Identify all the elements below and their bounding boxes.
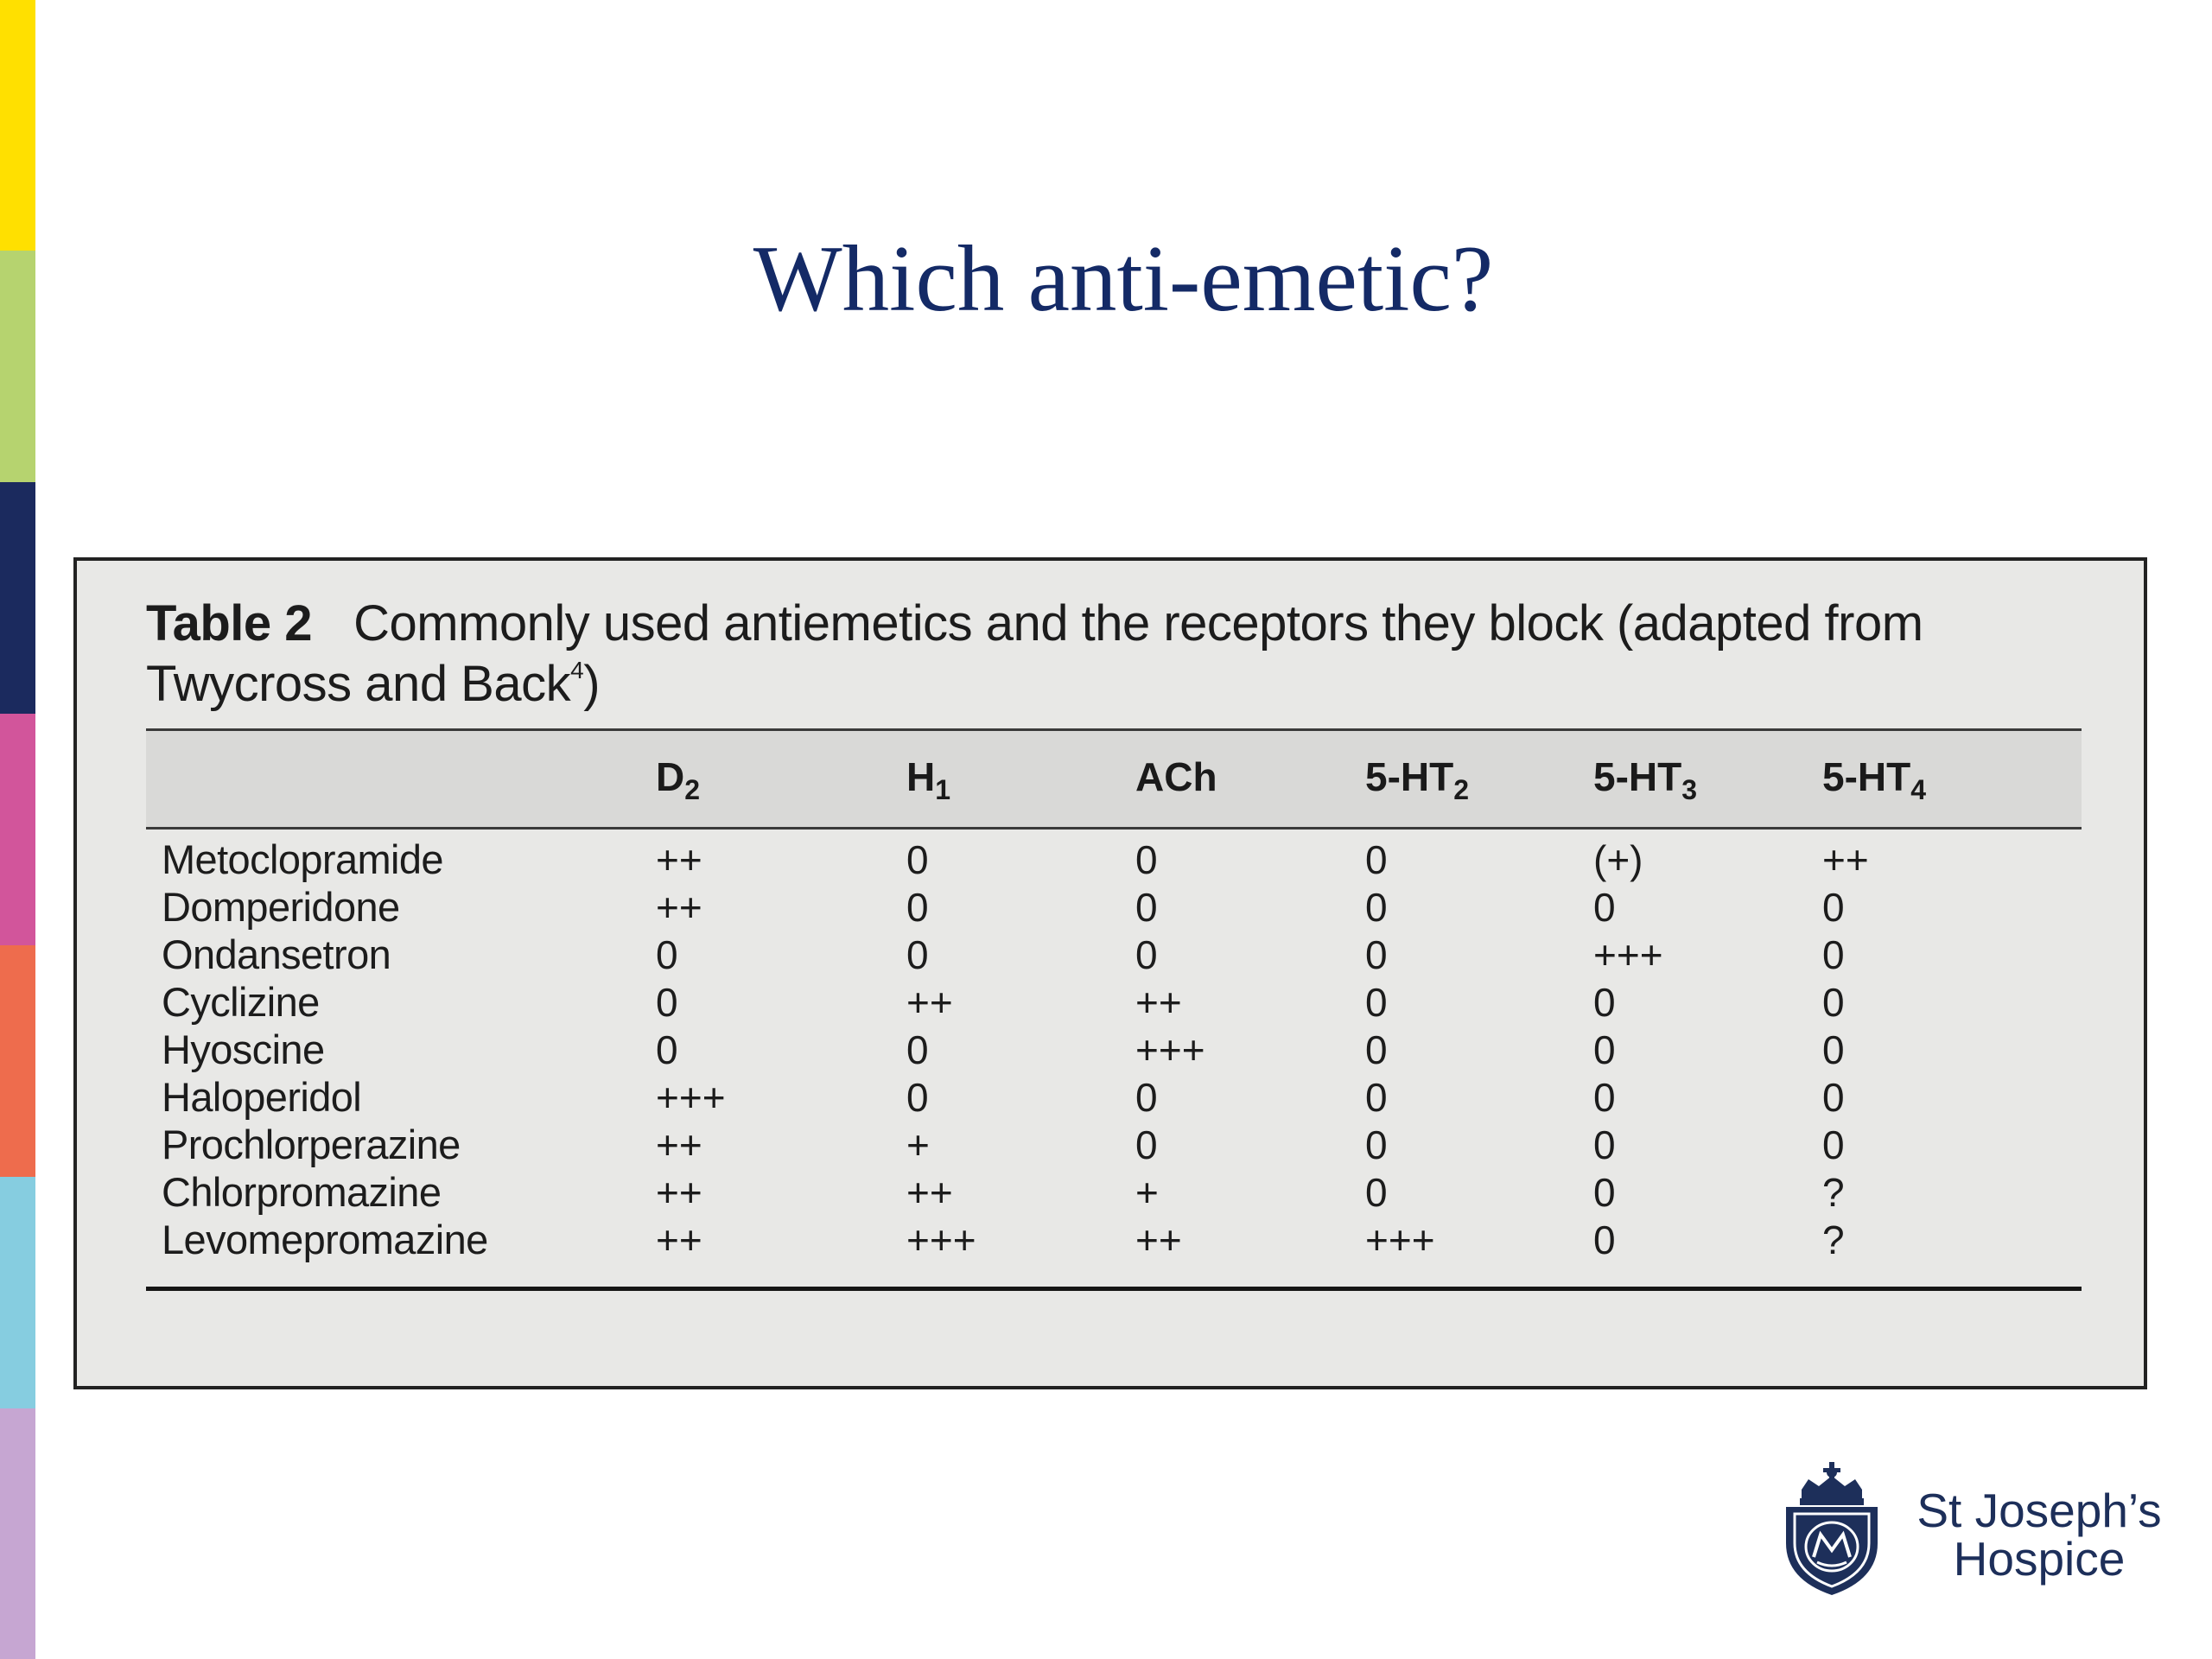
column-header-base: ACh	[1135, 754, 1217, 799]
receptor-value-cell: 0	[1822, 1075, 1845, 1120]
receptor-value-cell: ++	[656, 1122, 702, 1167]
drug-name: Cyclizine	[162, 979, 320, 1025]
drug-name: Haloperidol	[162, 1074, 362, 1120]
color-strip-segment	[0, 1177, 35, 1408]
drug-name: Domperidone	[162, 884, 400, 930]
drug-name: Prochlorperazine	[162, 1122, 461, 1167]
receptor-value-cell: ++	[656, 1170, 702, 1215]
drug-name: Metoclopramide	[162, 836, 443, 882]
receptor-value-cell: 0	[1135, 885, 1158, 930]
crest-icon	[1776, 1460, 1888, 1599]
column-header-base: 5-HT	[1822, 754, 1911, 799]
table-rule-top	[146, 728, 2082, 731]
column-header-subscript: 2	[684, 774, 701, 805]
caption-text: Commonly used antiemetics and the receptors they block (adapted from Twycross and Back	[146, 595, 1923, 712]
receptor-value-cell: 0	[1365, 980, 1388, 1025]
receptor-value-cell: +++	[656, 1075, 726, 1120]
receptor-value-cell: ++	[1135, 980, 1182, 1025]
receptor-value-cell: ++	[656, 1217, 702, 1262]
receptor-value-cell: +	[906, 1122, 930, 1167]
receptor-value-cell: 0	[1135, 1075, 1158, 1120]
receptor-value-cell: 0	[1822, 1027, 1845, 1072]
receptor-value-cell: 0	[1365, 1027, 1388, 1072]
drug-name: Ondansetron	[162, 931, 391, 977]
column-header	[1822, 751, 1926, 803]
receptor-value-cell: +++	[1593, 932, 1663, 977]
receptor-value-cell: 0	[906, 1075, 929, 1120]
color-strip-segment	[0, 1408, 35, 1659]
column-header-base: 5-HT	[1365, 754, 1454, 799]
receptor-value-cell: 0	[1593, 1217, 1616, 1262]
caption-label: Table 2	[146, 595, 313, 652]
receptor-value-cell: 0	[1365, 885, 1388, 930]
column-header-base: 5-HT	[1593, 754, 1682, 799]
receptor-value-cell: ++	[906, 1170, 953, 1215]
drug-name: Chlorpromazine	[162, 1169, 442, 1215]
receptor-value-cell: 0	[656, 980, 678, 1025]
receptor-value-cell: +++	[1365, 1217, 1435, 1262]
column-header-subscript: 4	[1910, 774, 1927, 805]
column-header	[656, 751, 700, 803]
receptor-value-cell: 0	[1593, 980, 1616, 1025]
column-header-subscript: 1	[935, 774, 951, 805]
receptor-value-cell: 0	[1365, 932, 1388, 977]
table-figure	[73, 557, 2147, 1389]
receptor-value-cell: 0	[1365, 837, 1388, 882]
logo-wordmark	[1905, 1484, 2173, 1586]
receptor-value-cell: 0	[1593, 1170, 1616, 1215]
receptor-value-cell: 0	[906, 837, 929, 882]
receptor-value-cell: +	[1135, 1170, 1159, 1215]
column-header-base: D	[656, 754, 685, 799]
table-header-band	[146, 731, 2082, 827]
color-strip-segment	[0, 0, 35, 251]
column-header-subscript: 3	[1681, 774, 1698, 805]
receptor-value-cell: 0	[1593, 1027, 1616, 1072]
column-header	[1593, 751, 1697, 803]
receptor-value-cell: ?	[1822, 1170, 1845, 1215]
receptor-value-cell: 0	[1365, 1170, 1388, 1215]
hospice-logo	[1776, 1460, 2173, 1616]
receptor-value-cell: 0	[1593, 1122, 1616, 1167]
receptor-value-cell: 0	[1135, 837, 1158, 882]
receptor-value-cell: 0	[1365, 1122, 1388, 1167]
caption-close: )	[583, 656, 601, 712]
receptor-value-cell: +++	[906, 1217, 976, 1262]
logo-line-1: St Joseph’s	[1916, 1484, 2162, 1537]
receptor-value-cell: (+)	[1593, 837, 1643, 882]
caption-reference: 4	[570, 657, 584, 683]
slide-title: Which anti-emetic?	[753, 226, 1494, 331]
receptor-value-cell: ++	[906, 980, 953, 1025]
receptor-value-cell: 0	[1822, 1122, 1845, 1167]
receptor-value-cell: ++	[1135, 1217, 1182, 1262]
table-caption	[146, 594, 2064, 715]
receptor-value-cell: ++	[656, 885, 702, 930]
table-rule-bottom	[146, 1287, 2082, 1291]
receptor-value-cell: 0	[906, 932, 929, 977]
receptor-value-cell: 0	[1135, 1122, 1158, 1167]
column-header	[1135, 751, 1217, 803]
color-strip-segment	[0, 945, 35, 1177]
receptor-value-cell: 0	[906, 1027, 929, 1072]
column-header	[1365, 751, 1469, 803]
column-header	[906, 751, 950, 803]
receptor-value-cell: 0	[1822, 980, 1845, 1025]
receptor-value-cell: ++	[1822, 837, 1869, 882]
receptor-value-cell: 0	[1822, 885, 1845, 930]
receptor-value-cell: 0	[1365, 1075, 1388, 1120]
receptor-value-cell: ?	[1822, 1217, 1845, 1262]
receptor-value-cell: 0	[1135, 932, 1158, 977]
receptor-value-cell: 0	[1593, 1075, 1616, 1120]
color-strip-segment	[0, 714, 35, 945]
receptor-value-cell: 0	[1593, 885, 1616, 930]
column-header-base: H	[906, 754, 936, 799]
column-header-subscript: 2	[1453, 774, 1470, 805]
drug-name: Levomepromazine	[162, 1217, 488, 1262]
receptor-value-cell: 0	[1822, 932, 1845, 977]
receptor-value-cell: 0	[656, 1027, 678, 1072]
receptor-value-cell: 0	[656, 932, 678, 977]
receptor-value-cell: 0	[906, 885, 929, 930]
color-strip-segment	[0, 482, 35, 714]
logo-line-2: Hospice	[1953, 1532, 2126, 1586]
receptor-value-cell: ++	[656, 837, 702, 882]
drug-name: Hyoscine	[162, 1027, 325, 1072]
receptor-value-cell: +++	[1135, 1027, 1205, 1072]
table-rule-header	[146, 827, 2082, 830]
